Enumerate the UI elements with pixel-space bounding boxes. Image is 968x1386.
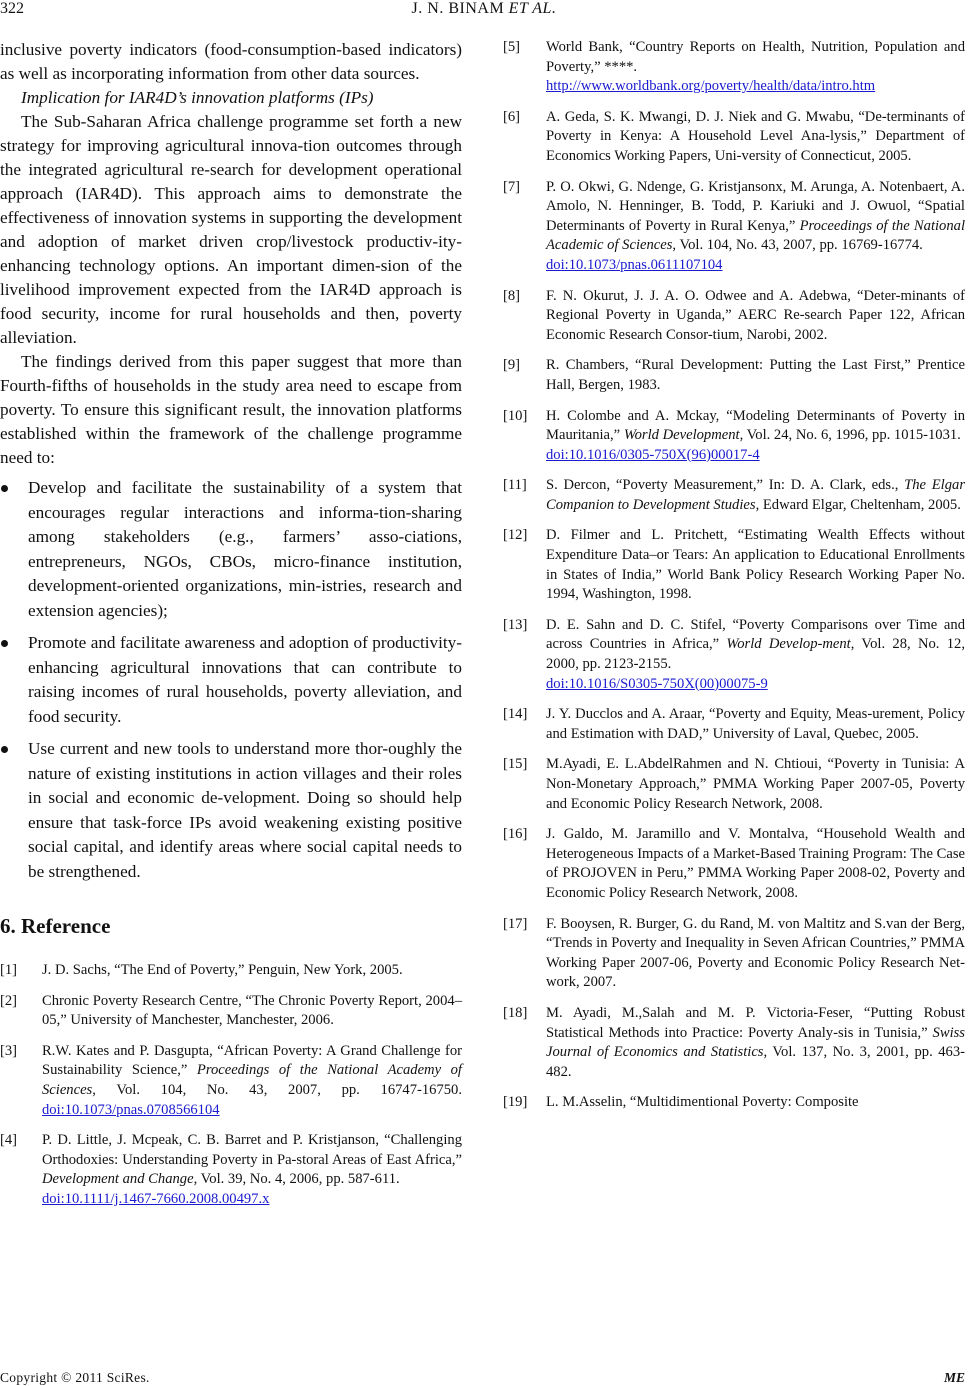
- reference-number: [12]: [503, 527, 528, 544]
- reference-journal: Development and Change: [42, 1171, 194, 1188]
- running-head: [0, 0, 968, 18]
- list-item: [0, 737, 462, 884]
- reference-item: [0, 1131, 462, 1209]
- reference-number: [7]: [503, 178, 521, 195]
- reference-number: [17]: [503, 915, 528, 932]
- reference-number: [2]: [0, 992, 18, 1009]
- paragraph-intro: inclusive poverty indicators (food-consumption-based indicators) as well as incorporating information from other data sources.: [0, 40, 462, 83]
- reference-text: [546, 705, 965, 744]
- bullet-icon: [1, 640, 8, 647]
- reference-number: [4]: [0, 1132, 18, 1149]
- doi-link[interactable]: doi:10.1016/S0305-750X(00)00075-9: [546, 675, 768, 692]
- reference-text-part: , Vol. 28, No. 12, 2000, pp. 2123-2155.: [546, 636, 965, 673]
- reference-journal: World Develop-ment: [726, 636, 851, 653]
- reference-text-part: P. O. Okwi, G. Ndenge, G. Kristjansonx, M. Arunga, A. Notenbaert, A. Amolo, N. Henninger, B. Todd, P. Kariuki and J. Owuol, “Spatial Determinants of Poverty in Rural Kenya,”: [546, 178, 965, 234]
- reference-text: [546, 476, 965, 515]
- reference-item: [503, 705, 965, 744]
- reference-item: [503, 755, 965, 814]
- reference-text: [546, 356, 965, 395]
- url-link[interactable]: http://www.worldbank.org/poverty/health/data/intro.htm: [546, 78, 876, 95]
- subhead-part-c: IPs: [344, 88, 368, 107]
- reference-number: [11]: [503, 477, 527, 494]
- reference-item: [503, 915, 965, 993]
- reference-text: [42, 961, 462, 981]
- reference-number: [8]: [503, 287, 521, 304]
- subsection-heading: [0, 86, 462, 110]
- reference-item: [503, 476, 965, 515]
- reference-text-part: , Vol. 137, No. 3, 2001, pp. 463-482.: [546, 1044, 965, 1080]
- reference-text: [42, 992, 462, 1031]
- reference-text: [546, 178, 965, 276]
- reference-journal: The Elgar Companion to Development Studies: [546, 477, 966, 513]
- reference-number: [10]: [503, 407, 528, 424]
- reference-text: [546, 1093, 965, 1113]
- reference-number: [1]: [0, 962, 18, 978]
- reference-text-part: D. Filmer and L. Pritchett, “Estimating Wealth Effects without Expenditure Data–or Tears: An application to Educational Enrollments in States of India,” World Bank Policy Research Working Paper No. 1994, Washington, 1998.: [546, 527, 965, 603]
- reference-text-part: , Vol. 24, No. 6, 1996, pp. 1015-1031.: [739, 427, 961, 444]
- reference-text-part: J. D. Sachs, “The End of Poverty,” Penguin, New York, 2005.: [42, 962, 403, 978]
- reference-text: [546, 825, 965, 903]
- reference-journal: World Development: [623, 427, 740, 444]
- left-column: [0, 38, 462, 1221]
- reference-text-part: D. E. Sahn and D. C. Stifel, “Poverty Comparisons over Time and across Countries in Africa,”: [546, 616, 965, 653]
- reference-text-part: , Vol. 104, No. 43, 2007, pp. 16769-16774.: [672, 237, 923, 254]
- reference-item: [503, 356, 965, 395]
- reference-text-part: S. Dercon, “Poverty Measurement,” In: D. A. Clark, eds.,: [546, 477, 905, 494]
- reference-item: [503, 178, 965, 276]
- subhead-part-b: ’s innovation platforms (: [176, 88, 345, 107]
- bullet-icon: [1, 485, 8, 492]
- reference-item: [503, 526, 965, 604]
- reference-text-part: , Vol. 39, No. 4, 2006, pp. 587-611.: [193, 1171, 400, 1188]
- running-head-etal: ET AL.: [508, 0, 557, 17]
- reference-text-part: World Bank, “Country Reports on Health, Nutrition, Population and Poverty,” ****.: [546, 39, 965, 75]
- reference-text: [546, 915, 965, 993]
- running-head-authors: J. N. BINAM: [411, 0, 505, 17]
- reference-text: [546, 407, 965, 466]
- reference-item: [0, 961, 462, 981]
- doi-link[interactable]: doi:10.1073/pnas.0611107104: [546, 256, 723, 273]
- reference-text: [546, 526, 965, 604]
- reference-number: [13]: [503, 616, 528, 633]
- reference-text-part: M. Ayadi, M.,Salah and M. P. Victoria-Feser, “Putting Robust Statistical Methods into Practice: Poverty Analy-sis in Tunisia,”: [546, 1004, 965, 1041]
- reference-text-part: R.W. Kates and P. Dasgupta, “African Poverty: A Grand Challenge for Sustainability Science,”: [42, 1042, 462, 1079]
- page-number: 322: [0, 0, 24, 17]
- paragraph-strategy: The Sub-Saharan Africa challenge programme set forth a new strategy for improving agricultural innova-tion outcomes through the integrated agricultural re-search for development operational approach (IAR4D). This approach aims to demonstrate the effectiveness of innovation systems in supporting the development and adoption of market driven crop/livestock productiv-ity-enhancing technology options. An important dimen-sion of the livelihood improvement expected from the IAR4D approach is food security, income for rural households and then, poverty alleviation.: [0, 112, 462, 347]
- reference-item: [503, 108, 965, 167]
- section-title: 6. Reference: [0, 914, 111, 938]
- reference-text-part: J. Galdo, M. Jaramillo and V. Montalva, “Household Wealth and Heterogeneous Impacts of a Market-Based Training Program: The Case of PROJOVEN in Peru,” PMMA Working Paper 2008-02, Poverty and Economic Policy Research Network, 2008.: [546, 826, 965, 901]
- reference-item: [503, 825, 965, 903]
- reference-number: [3]: [0, 1042, 18, 1059]
- reference-text-part: Chronic Poverty Research Centre, “The Chronic Poverty Report, 2004–05,” University of Manchester, Manchester, 2006.: [42, 992, 462, 1029]
- paragraph-findings: The findings derived from this paper suggest that more than Fourth-fifths of households in the study area need to escape from poverty. To ensure this significant result, the innovation platforms established within the framework of the challenge programme need to:: [0, 352, 462, 467]
- reference-text: [546, 755, 965, 814]
- reference-number: [19]: [503, 1094, 528, 1111]
- reference-item: [503, 1093, 965, 1113]
- reference-text: [546, 108, 965, 167]
- reference-item: [0, 1042, 462, 1120]
- reference-text: [546, 38, 965, 97]
- reference-text-part: F. N. Okurut, J. J. A. O. Odwee and A. Adebwa, “Deter-minants of Regional Poverty in Uganda,” AERC Re-search Paper 122, African Economic Research Consor-tium, Narobi, 2002.: [546, 287, 965, 343]
- reference-number: [5]: [503, 39, 521, 55]
- reference-number: [18]: [503, 1004, 528, 1021]
- reference-text-part: F. Booysen, R. Burger, G. du Rand, M. von Maltitz and S.van der Berg, “Trends in Poverty and Inequality in Seven African Countries,” PMMA Working Paper 2007-06, Poverty and Economic Policy Research Net-work, 2007.: [546, 915, 965, 991]
- subhead-part-d: ): [367, 88, 374, 107]
- reference-text: [42, 1042, 462, 1120]
- footer-journal: ME: [943, 1370, 965, 1385]
- reference-text-part: R. Chambers, “Rural Development: Putting the Last First,” Prentice Hall, Bergen, 1983.: [546, 357, 965, 393]
- list-item: [0, 631, 462, 729]
- reference-text-part: L. M.Asselin, “Multidimentional Poverty: Composite: [546, 1094, 859, 1111]
- reference-text-part: , Edward Elgar, Cheltenham, 2005.: [755, 496, 961, 513]
- subhead-part-a: Implication for IAR4D: [21, 88, 177, 107]
- reference-item: [503, 616, 965, 694]
- list-item-text: Use current and new tools to understand more thor-oughly the nature of existing institutions in action villages and their roles in social and economic de-velopment. Doing so should help ensure that task-force IPs avoid weakening existing positive social capital, and identify areas where social capital needs to be strengthened.: [28, 739, 462, 881]
- reference-item: [503, 407, 965, 466]
- footer-copyright: Copyright © 2011 SciRes.: [0, 1370, 150, 1385]
- reference-text-part: P. D. Little, J. Mcpeak, C. B. Barret and P. Kristjanson, “Challenging Orthodoxies: Understanding Poverty in Pa-storal Areas of East Africa,”: [42, 1132, 462, 1168]
- list-item-text: Promote and facilitate awareness and adoption of productivity-enhancing agricultural innovations that can contribute to raising incomes of rural households, poverty alleviation, and food security.: [28, 633, 462, 726]
- reference-text: [546, 287, 965, 346]
- reference-text-part: M.Ayadi, E. L.AbdelRahmen and N. Chtioui, “Poverty in Tunisia: A Non-Monetary Approach,” PMMA Working Paper 2007-05, Poverty and Economic Policy Research Network, 2008.: [546, 756, 965, 812]
- doi-link[interactable]: doi:10.1111/j.1467-7660.2008.00497.x: [42, 1190, 270, 1207]
- reference-item: [0, 992, 462, 1031]
- reference-journal: Swiss Journal of Economics and Statistics: [546, 1024, 965, 1061]
- reference-text-part: H. Colombe and A. Mckay, “Modeling Determinants of Poverty in Mauritania,”: [546, 407, 965, 444]
- reference-journal: Proceedings of the National Academic of Sciences: [546, 217, 965, 254]
- reference-text-part: J. Y. Ducclos and A. Araar, “Poverty and Equity, Meas-urement, Policy and Estimation with DAD,” University of Laval, Quebec, 2005.: [546, 706, 965, 742]
- reference-journal: Proceedings of the National Academy of Sciences: [42, 1062, 462, 1098]
- right-column: [503, 38, 965, 1124]
- reference-text: [546, 616, 965, 694]
- reference-number: [16]: [503, 826, 528, 843]
- reference-number: [15]: [503, 756, 528, 773]
- reference-item: [503, 1004, 965, 1082]
- bullet-icon: [1, 746, 8, 753]
- reference-number: [9]: [503, 357, 521, 374]
- reference-text: [42, 1131, 462, 1209]
- reference-text-part: , Vol. 104, No. 43, 2007, pp. 16747-16750.: [92, 1081, 462, 1098]
- list-item: [0, 476, 462, 623]
- reference-item: [503, 287, 965, 346]
- doi-link[interactable]: doi:10.1016/0305-750X(96)00017-4: [546, 446, 760, 463]
- recommendation-list: [0, 476, 462, 884]
- reference-number: [6]: [503, 108, 521, 125]
- list-item-text: Develop and facilitate the sustainability of a system that encourages regular interactions and informa-tion-sharing among stakeholders (e.g., farmers’ asso-ciations, entrepreneurs, NGOs, CBOs, micro-finance institution, development-oriented organizations, min-istries, research and extension agencies);: [28, 478, 462, 620]
- doi-link[interactable]: doi:10.1073/pnas.0708566104: [42, 1101, 220, 1118]
- reference-number: [14]: [503, 706, 528, 723]
- reference-text: [546, 1004, 965, 1082]
- reference-text-part: A. Geda, S. K. Mwangi, D. J. Niek and G. Mwabu, “De-terminants of Poverty in Kenya: A Household Level Ana-lysis,” Department of Economics Working Papers, Uni-versity of Connecticut, 2005.: [546, 108, 965, 164]
- reference-item: [503, 38, 965, 97]
